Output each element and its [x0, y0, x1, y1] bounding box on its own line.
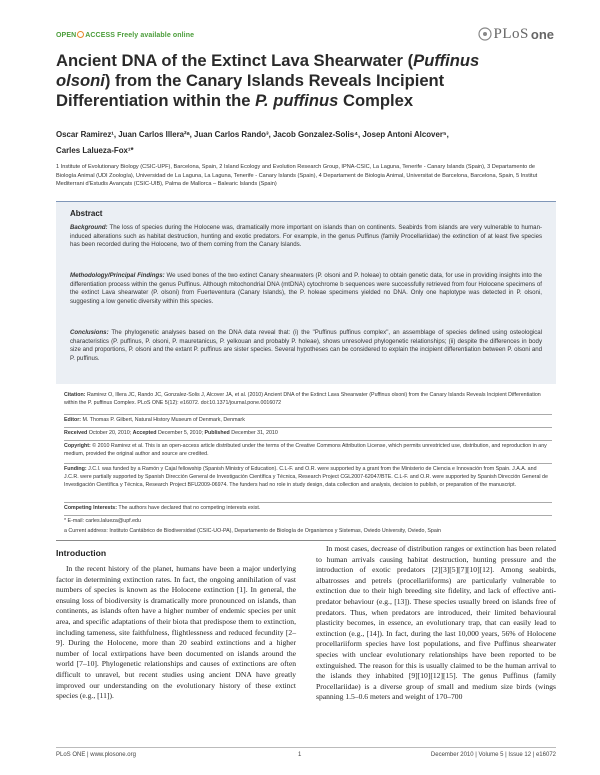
- competing-text: The authors have declared that no competing interests exist.: [116, 505, 261, 511]
- title-line3: Differentiation within the: [56, 91, 256, 110]
- footer-issue: December 2010 | Volume 5 | Issue 12 | e16072: [430, 752, 556, 758]
- meta-divider: [64, 427, 552, 428]
- logo-one-text: one: [530, 26, 554, 42]
- section-divider: [56, 540, 556, 541]
- competing-interests: [64, 505, 552, 513]
- published-label: Published: [204, 430, 230, 436]
- current-address: a Current address: Instituto Cantábrico de Biodiversidad (CSIC-UO-PA), Departamento de Biología de Organismos y Sistemas, Oviedo University, Oviedo, Spain: [64, 528, 441, 534]
- title-line3-end: Complex: [338, 91, 414, 110]
- author-line2: Carles Lalueza-Fox¹*: [56, 146, 134, 155]
- copyright-label: Copyright:: [64, 443, 91, 449]
- abstract-conclusions-label: Conclusions:: [70, 329, 109, 336]
- open-access-lock-icon: [77, 31, 84, 38]
- open-access-label: OPEN: [56, 32, 77, 39]
- funding: [64, 466, 552, 489]
- citation: [64, 392, 552, 408]
- corresponding-email: * E-mail: carles.lalueza@upf.edu: [64, 518, 141, 524]
- open-access-label-2: ACCESS: [85, 32, 116, 39]
- plos-logo-circle-icon: [478, 27, 492, 41]
- meta-divider: [64, 463, 552, 464]
- editor-text: M. Thomas P. Gilbert, Natural History Museum of Denmark, Denmark: [81, 417, 245, 423]
- accepted-date: December 5, 2010;: [156, 430, 205, 436]
- abstract-methods-text: We used bones of the two extinct Canary shearwaters (P. olsoni and P. holeae) to obtain genetic data, for use in providing insights into the differentiation process within the genus Puffinus. Although mitochondrial DNA (mtDNA) cytochrome b sequences were successfully retrieved from four Holocene specimens of the extinct Lava shearwater (P. olsoni) from Fuerteventura (Canary Islands), the P. holeae specimens yielded no DNA. Only one haplotype was detected in P. olsoni, suggesting a low genetic diversity within this species.: [70, 272, 542, 305]
- title-line1-italic: Puffinus: [413, 51, 480, 70]
- abstract-heading: Abstract: [70, 209, 103, 218]
- abstract-methods: [70, 272, 542, 306]
- introduction-heading: Introduction: [56, 548, 107, 558]
- competing-label: Competing Interests:: [64, 505, 117, 511]
- editor-label: Editor:: [64, 417, 82, 423]
- citation-text: Ramirez O, Illera JC, Rando JC, Gonzalez-Solis J, Alcover JA, et al. (2010) Ancient DNA of the Extinct Lava Shearwater (Puffinus olsoni) from the Canary Islands Reveals Incipient Differentiation within the P. puffinus Complex. PLoS ONE 5(12): e16072. doi:10.1371/journal.pone.0016072: [64, 392, 541, 406]
- received-label: Received: [64, 430, 88, 436]
- published-date: December 31, 2010: [229, 430, 278, 436]
- free-availability-text: Freely available online: [117, 32, 195, 39]
- logo-plos-text: PLoS: [493, 25, 529, 42]
- abstract-background: [70, 224, 542, 250]
- copyright-text: © 2010 Ramirez et al. This is an open-access article distributed under the terms of the Creative Commons Attribution License, which permits unrestricted use, distribution, and reproduction in any medium, provided the original author and source are credited.: [64, 443, 547, 457]
- abstract-conclusions: [70, 329, 542, 363]
- title-line1: Ancient DNA of the Extinct Lava Shearwater (: [56, 51, 414, 70]
- dates: [64, 430, 552, 438]
- plos-one-logo: [478, 24, 554, 44]
- abstract-conclusions-text: The phylogenetic analyses based on the DNA data reveal that: (i) the "Puffinus puffinus complex", an assemblage of species defined using osteological characteristics (P. puffinus, P. olsoni, P. mauretanicus, P. yelkouan and probably P. holeae), shows unresolved phylogenetic relationships; (ii) despite the differences in body size and proportions, P. olsoni and the extant P. puffinus are sister species. Several hypotheses can be considered to explain the incipient differentiation between P. olsoni and P. puffinus.: [70, 329, 542, 362]
- funding-text: J.C.I. was funded by a Ramón y Cajal fellowship (Spanish Ministry of Education). C.L-F. and O.R. were supported by a grant from the Ministerio de Ciencia e Innovación from Spain. J.A.A. and J.C.R. were partially supported by Spanish Dirección General de Investigación Científica y Técnica, Research Project CGL2007-62047/BTE. C.L-F. and O.R. were supported by Spanish Dirección General de Investigación Científica y Técnica, Research Project BFU2009-06974. The funders had no role in study design, data collection and analysis, decision to publish, or preparation of the manuscript.: [64, 466, 548, 488]
- journal-header-bar: [56, 25, 554, 44]
- affiliations: 1 Institute of Evolutionary Biology (CSIC-UPF), Barcelona, Spain, 2 Island Ecology and Evolution Research Group, IPNA-CSIC, La Laguna, Tenerife - Canary Islands (Spain), 3 Departamento de Biología Animal (UDI Zoología), Universidad de La Laguna, La Laguna, Tenerife - Canary Islands (Spain), 4 Departament de Biologia Animal, Universitat de Barcelona, Barcelona, Spain, 5 Institut Mediterrani d'Estudis Avançats (CSIC-UIB), Palma de Mallorca – Balearic Islands (Spain): [56, 164, 538, 188]
- author-line1: Oscar Ramirez¹, Juan Carlos Illera²ᵃ, Juan Carlos Rando³, Jacob Gonzalez-Solis⁴, Josep Antoni Alcover⁵,: [56, 130, 449, 139]
- meta-divider: [64, 440, 552, 441]
- abstract-methods-label: Methodology/Principal Findings:: [70, 272, 165, 279]
- footer-journal: PLoS ONE | www.plosone.org: [56, 752, 136, 758]
- intro-right-paragraph: In most cases, decrease of distribution ranges or extinction has been related to human arrivals causing habitat destruction, hunting pressure and the introduction of exotic predators [2][3][5][7][10][12]. Among seabirds, albatrosses and petrels (procellariiforms) are particularly vulnerable to extinction due to their high breeding site fidelity, and lack of effective anti-predator behaviour (e.g., [13]). These species usually breed on islands free of predators. Thus, when predators are introduced, their limited behavioural plasticity becomes, in essence, an evolutionary trap, that can easily lead to extinction (e.g., [14]). In fact, during the last 10,000 years, 56% of Holocene procellariiform species have lost populations, and five Puffinus shearwater species with unclear evolutionary relationships have been reported to be extinguished. The reason for this is usually claimed to be the human arrival to the islands they inhabited [9][10][12][15]. The genus Puffinus (family Procellariidae) is a diverse group of small and medium size birds (wings spanning 1.5–0.6 meters and weight of 170–700: [316, 544, 556, 702]
- intro-left-paragraph: In the recent history of the planet, humans have been a major underlying factor in determining extinction rates. In fact, the ongoing annihilation of vast numbers of species is known as the Holocene extinction [1]. In general, the ensuing loss of biodiversity is dramatically more pronounced on islands, than continents, as islands often have a higher number of endemic species per unit area, and specific adaptations of their biota that predispose them to extinction, including tameness, site faithfulness, flightlessness and reduced fecundity [2–9]. During the Holocene, more than 20 seabird extinctions and a higher number of local extirpations have been documented on islands around the world [7–10]. Phylogenetic relationships and causes of extinctions are often difficult to unravel, but recent studies using ancient DNA have greatly improved our understanding on the evolutionary history of these extinct species (e.g., [11]).: [56, 564, 296, 701]
- author-list: [56, 127, 556, 159]
- accepted-label: Accepted: [132, 430, 157, 436]
- abstract-box: [56, 201, 556, 384]
- title-line2: ) from the Canary Islands Reveals Incipient: [104, 71, 445, 90]
- abstract-background-text: The loss of species during the Holocene was, dramatically more important on islands than on continents. Seabirds from islands are very vulnerable to human-induced alterations such as habitat destruction, hunting and exotic predators. For example, in the genus Puffinus (family Procellariidae) the extinction of at least five species has been recorded during the Holocene, two of them coming from the Canary Islands.: [70, 224, 542, 249]
- funding-label: Funding:: [64, 466, 87, 472]
- meta-divider: [64, 515, 552, 516]
- meta-divider: [64, 502, 552, 503]
- footer-divider: [56, 747, 556, 748]
- copyright: [64, 443, 552, 459]
- footer-page-number: 1: [298, 752, 302, 758]
- article-title: [56, 51, 556, 111]
- citation-label: Citation:: [64, 392, 86, 398]
- meta-divider: [64, 414, 552, 415]
- title-line2-italic: olsoni: [56, 71, 105, 90]
- editor: [64, 417, 552, 425]
- received-date: October 20, 2010;: [87, 430, 133, 436]
- title-line3-italic: P. puffinus: [255, 91, 339, 110]
- open-access-badge: [56, 31, 194, 39]
- abstract-background-label: Background:: [70, 224, 108, 231]
